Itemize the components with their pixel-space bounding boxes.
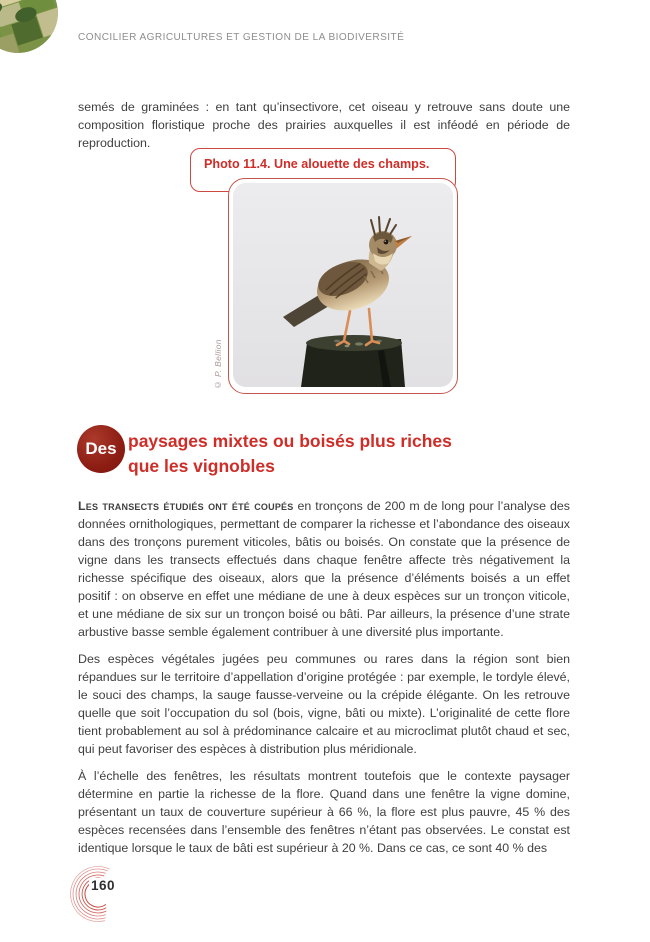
- footer-swirl-icon: [66, 866, 132, 924]
- paragraph-body: en tronçons de 200 m de long pour l’analyse des données ornithologiques, permettant de comparer la richesse et l’abondance des oiseaux dans des tronçons purement viticoles, bâtis ou boisés. On constate que la présence de vigne dans les transects effectués dans chaque fenêtre affecte très négativement la richesse spécifique des oiseaux, alors que la présence d’éléments boisés a un effet positif : on observe en effet une médiane de une à deux espèces sur un tronçon viticole, et une médiane de six sur un tronçon boisé ou bâti. Par ailleurs, la présence d’une strate arbustive basse semble également contribuer à une diversité plus importante.: [78, 499, 570, 639]
- photo-credit: © P. Bellion: [213, 339, 223, 390]
- section-badge-label: Des: [85, 439, 117, 458]
- aerial-fields-illustration: [0, 0, 58, 53]
- paragraph-echelle-fenetres: À l’échelle des fenêtres, les résultats montrent toutefois que le contexte paysager détermine en partie la richesse de la flore. Quand dans une fenêtre la vigne domine, présentant un taux de couverture supérieur à 66 %, la flore est plus pauvre, 45 % des espèces recensées dans l’ensemble des fenêtres n’étant pas observées. Le constat est identique lorsque le taux de bâti est supérieur à 20 %. Dans ce cas, ce sont 40 % des: [78, 769, 570, 855]
- paragraph-transects: [78, 497, 570, 641]
- bird-photo: [233, 183, 453, 387]
- intro-paragraph: semés de graminées : en tant qu’insectivore, cet oiseau y retrouve sans doute une composition floristique proche des prairies auxquelles il est inféodé en période de reproduction.: [78, 100, 570, 151]
- paragraph-especes-vegetales: Des espèces végétales jugées peu communes ou rares dans la région sont bien répandues sur le territoire d’appellation d’origine protégée : par exemple, le tordyle élevé, le souci des champs, la sauge fausse-verveine ou la crépide élégante. On les retrouve quelle que soit l’occupation du sol (bois, vigne, bâti ou mixte). L’originalité de cette flore tient probablement au sol à prédominance calcaire et au microclimat plutôt chaud et sec, qui peut favoriser des espèces à distribution plus méridionale.: [78, 652, 570, 756]
- photo-frame: [228, 178, 458, 394]
- running-header-title: CONCILIER AGRICULTURES ET GESTION DE LA BIODIVERSITÉ: [78, 31, 405, 43]
- section-badge: [77, 425, 125, 473]
- text-column: [78, 497, 570, 866]
- section-title-line1: paysages mixtes ou boisés plus riches: [128, 431, 452, 451]
- section-title: [128, 429, 452, 479]
- paragraph-lead-small-caps: Les transects étudiés ont été coupés: [78, 499, 294, 513]
- page-number: 160: [91, 878, 116, 893]
- aerial-landscape-photo: [0, 0, 58, 53]
- section-title-line2: que les vignobles: [128, 456, 275, 476]
- photo-caption: Photo 11.4. Une alouette des champs.: [204, 157, 430, 171]
- crested-lark-illustration: [233, 183, 453, 387]
